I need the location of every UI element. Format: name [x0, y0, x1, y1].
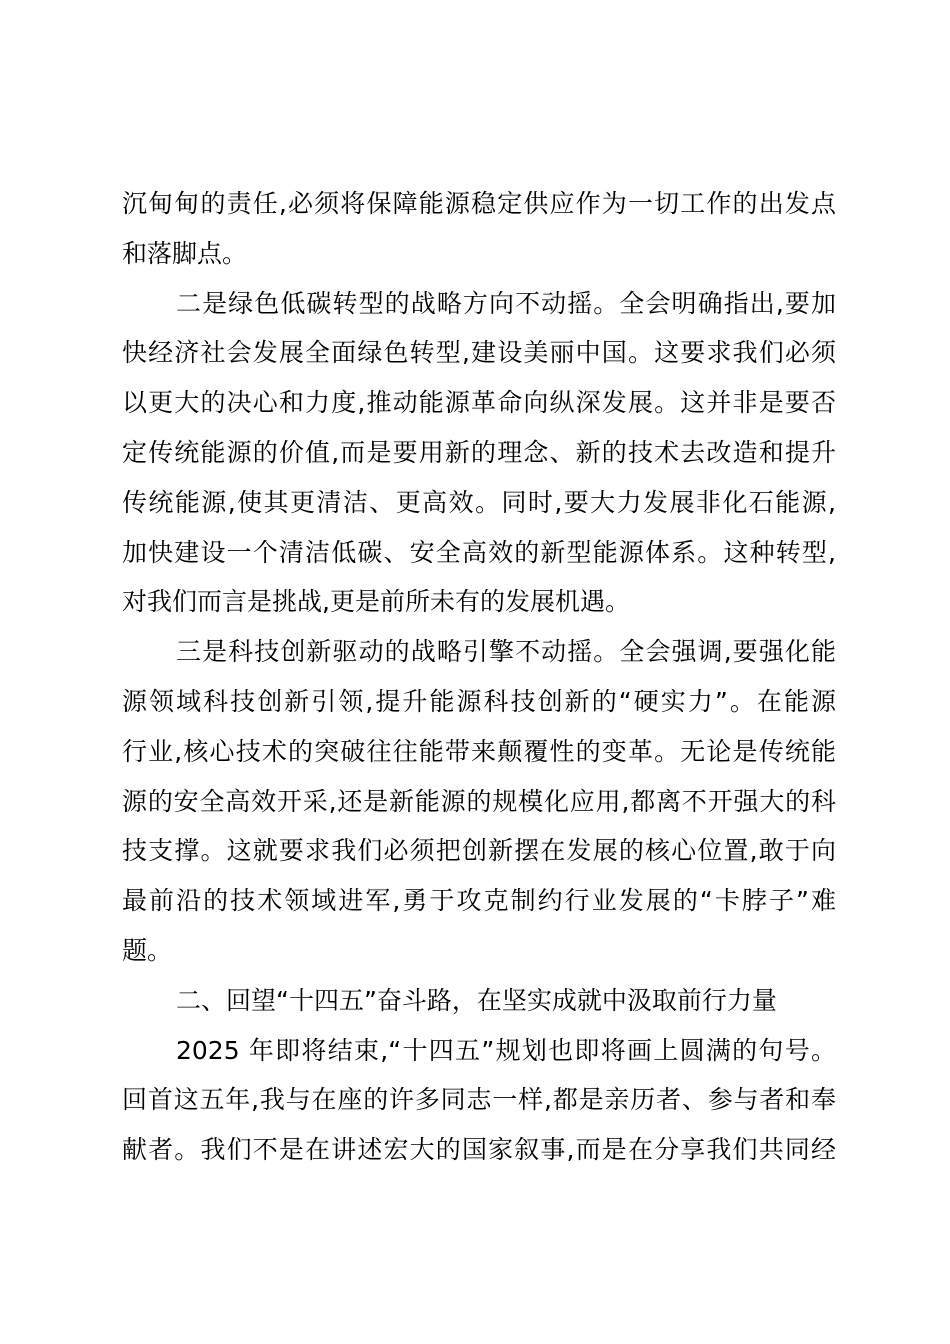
- doc-line-10: 三是科技创新驱动的战略引擎不动摇。全会强调,要强化能: [176, 637, 836, 667]
- doc-line-18: 2025 年即将结束,“十四五”规划也即将画上圆满的句号。: [176, 1035, 836, 1065]
- document-body: [122, 179, 836, 1175]
- doc-line-07: 传统能源,使其更清洁、更高效。同时,要大力发展非化石能源,: [122, 487, 836, 517]
- doc-line-20: 献者。我们不是在讲述宏大的国家叙事,而是在分享我们共同经: [122, 1135, 836, 1165]
- section-heading-line: 二、回望“十四五”奋斗路，在坚实成就中汲取前行力量: [176, 985, 777, 1015]
- doc-line-06: 定传统能源的价值,而是要用新的理念、新的技术去改造和提升: [122, 437, 836, 467]
- doc-line-04: 快经济社会发展全面绿色转型,建设美丽中国。这要求我们必须: [122, 338, 836, 368]
- doc-line-19: 回首这五年,我与在座的许多同志一样,都是亲历者、参与者和奉: [122, 1085, 836, 1115]
- doc-line-15: 最前沿的技术领域进军,勇于攻克制约行业发展的“卡脖子”难: [122, 886, 836, 916]
- doc-line-16: 题。: [122, 935, 173, 965]
- doc-line-05: 以更大的决心和力度,推动能源革命向纵深发展。这并非是要否: [122, 388, 836, 418]
- doc-line-01: 沉甸甸的责任,必须将保障能源稳定供应作为一切工作的出发点: [122, 189, 836, 218]
- doc-line-03: 二是绿色低碳转型的战略方向不动摇。全会明确指出,要加: [176, 288, 836, 318]
- doc-line-12: 行业,核心技术的突破往往能带来颠覆性的变革。无论是传统能: [122, 736, 836, 766]
- doc-line-13: 源的安全高效开采,还是新能源的规模化应用,都离不开强大的科: [122, 786, 836, 816]
- doc-line-11: 源领域科技创新引领,提升能源科技创新的“硬实力”。在能源: [122, 686, 836, 716]
- doc-line-09: 对我们而言是挑战,更是前所未有的发展机遇。: [122, 587, 630, 617]
- doc-line-02: 和落脚点。: [122, 238, 248, 268]
- doc-line-14: 技支撑。这就要求我们必须把创新摆在发展的核心位置,敢于向: [122, 836, 836, 866]
- doc-line-08: 加快建设一个清洁低碳、安全高效的新型能源体系。这种转型,: [122, 537, 836, 567]
